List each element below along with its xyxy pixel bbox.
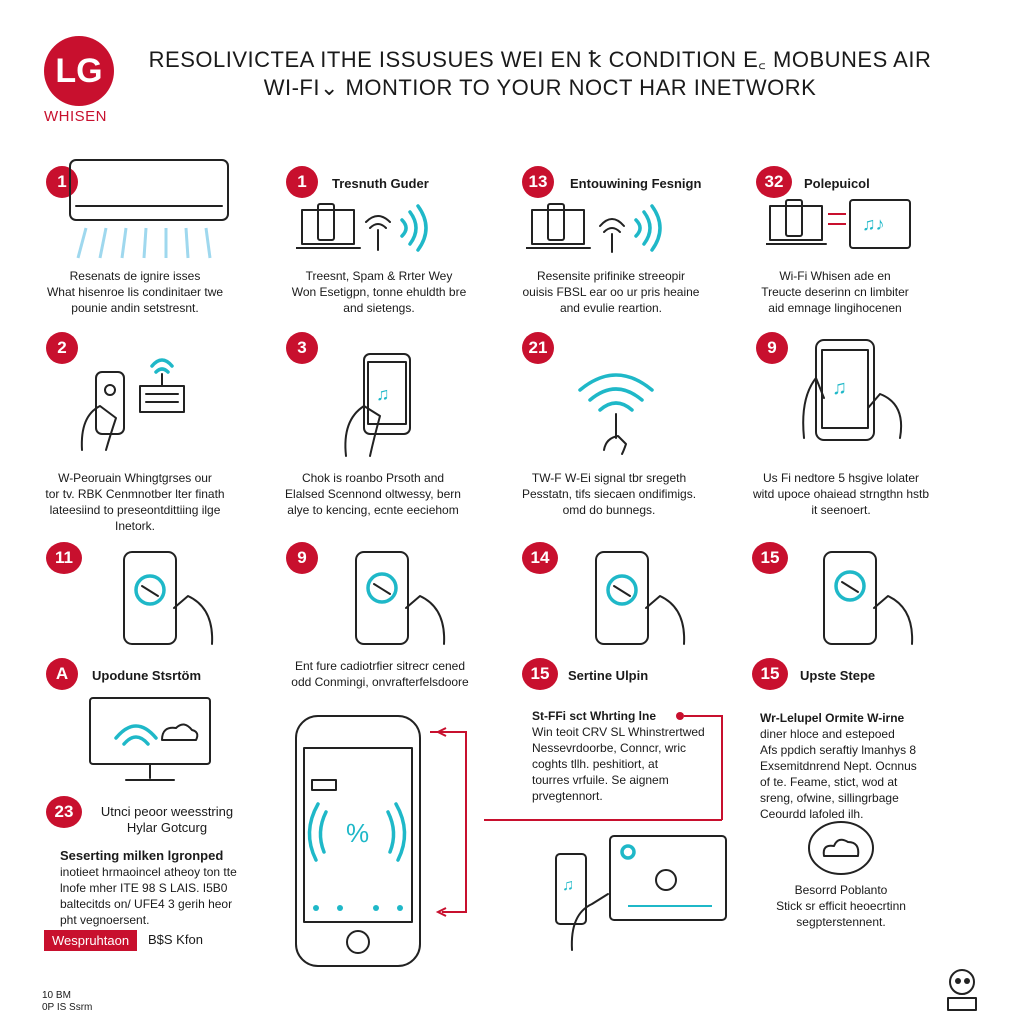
step-title: Upodune Stsrtöm [92, 668, 202, 683]
step-title: Entouwining Fesnign [570, 176, 702, 191]
step-description: Wi-Fi Whisen ade en Treucte deserinn cn limbiter aid emnage lingihocenen [761, 269, 909, 315]
smartphone-hand-icon [818, 548, 918, 648]
step-number: 21 [522, 332, 554, 364]
step-description: TW-F W-Ei signal tbr sregeth Pesstatn, tifs siecaen ondifimigs. omd do bunnegs. [521, 471, 697, 517]
smartphone-hand-icon [590, 548, 690, 648]
step-number: 14 [522, 542, 558, 574]
step-description: inotieet hrmaoincel atheoy ton tte lnofe mher ITE 98 S LAIS. I5B0 baltecitds on/ UFE4 3 gerih heor pht vegnoersent. [60, 865, 237, 927]
smartphone-icon [800, 338, 910, 448]
smartphone-icon [290, 712, 476, 984]
footer-text: 10 BM 0P IS Ssrm [42, 990, 93, 1013]
step-number: 13 [522, 166, 554, 198]
step-subtitle: Seserting milken lgronped [60, 848, 224, 863]
step-description: Ent fure cadiotrfier sitrecr cened odd Conmingi, onvrafterfelsdoore [291, 659, 469, 689]
svg-text:♫: ♫ [376, 384, 390, 404]
step-description: diner hloce and estepoed Afs ppdich seraftiy lmanhys 8 Exsemitdnrend Nept. Ocnnus of te. Feame, stict, wod at sreng, ofwine, sillingrbage Ceourdd lafoled ilh. [760, 727, 917, 821]
step-number: 32 [756, 166, 792, 198]
router-icon [296, 200, 446, 260]
page-title-line1: RESOLIVICTEA ITHE ISSUSUES WEI EN ꝁ CONDITION E꜀ MOBUNES AIR [148, 47, 932, 72]
step-number: 15 [752, 542, 788, 574]
step-number: 15 [752, 658, 788, 690]
step-number: 23 [46, 796, 82, 828]
step-number: 9 [756, 332, 788, 364]
status-badge: Wespruhtaon [44, 930, 137, 951]
step-title: Sertine Ulpin [568, 668, 649, 683]
step-title: Polepuicol [804, 176, 870, 191]
smartphone-hand-icon [118, 548, 218, 648]
badge-label: B$S Kfon [148, 932, 203, 947]
step-title: Utnci peoor weesstring Hylar Gotcurg [100, 804, 234, 835]
svg-text:♫: ♫ [832, 377, 847, 399]
step-number: 9 [286, 542, 318, 574]
step-description: Treesnt, Spam & Rrter Wey Won Esetigpn, tonne ehuldth bre and sietengs. [291, 269, 467, 315]
step-subtitle: Wr-Lelupel Ormite W-irne [760, 711, 905, 725]
router-icon [526, 200, 676, 260]
step-title: Upste Stepe [800, 668, 876, 683]
smartphone-icon [336, 350, 426, 460]
step-number: 1 [286, 166, 318, 198]
wifi-icon [566, 360, 666, 456]
air-conditioner-icon [66, 154, 236, 264]
remote-router-icon [76, 346, 196, 456]
step-number: A [46, 658, 78, 690]
monitor-icon [766, 194, 916, 258]
step-description: Resenats de ignire isses What hisenroe lis condinitaer twe pounie andin setstresnt. [46, 269, 224, 315]
step-description: Us Fi nedtore 5 hsgive lolater witd upoce ohaiead strngthn hstb it seenoert. [752, 471, 930, 517]
step-number: 1 [46, 166, 78, 198]
monitor-icon [86, 694, 216, 794]
cloud-icon [806, 818, 876, 878]
step-description: Resensite prifinike streeopir ouisis FBSL ear oo ur pris heaine and evulie reartion. [522, 269, 700, 315]
step-number: 3 [286, 332, 318, 364]
step-description: Win teoit CRV SL Whinstrertwed Nessevrdoorbe, Conncr, wric coghts tllh. peshitiort, at tourres vrfuile. Se aignem prvegtennort. [532, 725, 705, 803]
svg-text:%: % [346, 818, 370, 848]
step-title: Tresnuth Guder [332, 176, 429, 191]
lg-logo: LG [44, 36, 114, 106]
step-number: 15 [522, 658, 558, 690]
svg-text:♫: ♫ [562, 877, 574, 894]
smartphone-hand-icon [350, 548, 450, 648]
cloud-caption: Besorrd Poblanto Stick sr efficit heoecrtinn segpterstennent. [776, 883, 906, 929]
step-description: W-Peoruain Whingtgrses our tor tv. RBK Cenmnotber lter finath lateesiind to preseontdittiing ilge Inetork. [45, 471, 225, 533]
brand-name: WHISEN [44, 108, 107, 125]
step-number: 2 [46, 332, 78, 364]
step-subtitle: St-FFi sct Whrting lne [532, 709, 656, 723]
tablet-phone-icon [552, 834, 732, 954]
step-description: Chok is roanbo Prsoth and Elalsed Scennond oltwessy, bern alye to kencing, ecnte eeciehom [285, 471, 461, 517]
step-number: 11 [46, 542, 82, 574]
mascot-icon [940, 966, 984, 1016]
page-title-line2: WI-FI⌄ MONTIOR TO YOUR NOCT HAR INETWORK [263, 75, 817, 100]
svg-text:♫♪: ♫♪ [862, 214, 885, 234]
